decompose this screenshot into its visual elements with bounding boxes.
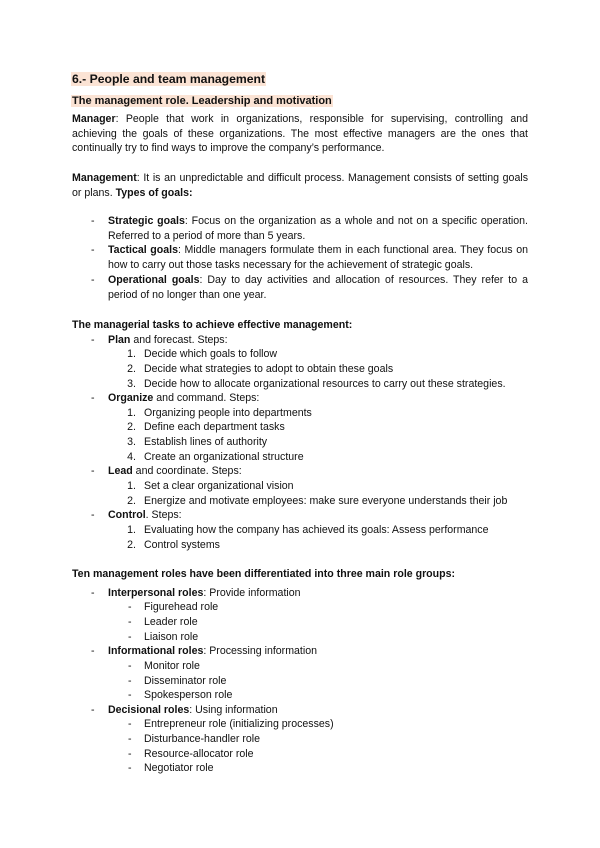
step-number: 3. xyxy=(127,378,136,390)
step-number: 1. xyxy=(127,348,136,360)
role-group-text: : Processing information xyxy=(203,645,317,657)
bullet-dash: - xyxy=(128,660,132,672)
manager-term: Manager xyxy=(72,113,116,125)
types-of-goals-label: Types of goals: xyxy=(115,186,193,199)
role-item: Monitor role xyxy=(144,660,200,672)
bullet-dash: - xyxy=(91,704,95,716)
bullet-dash: - xyxy=(91,334,95,346)
bullet-dash: - xyxy=(128,748,132,760)
task-step: Define each department tasks xyxy=(144,421,285,433)
role-group-term: Informational roles xyxy=(108,645,204,657)
task-step: Control systems xyxy=(144,539,220,551)
step-number: 4. xyxy=(127,451,136,463)
bullet-dash: - xyxy=(91,215,95,227)
subsection-title-wrap xyxy=(71,94,333,108)
bullet-dash: - xyxy=(91,274,95,286)
bullet-dash: - xyxy=(128,616,132,628)
role-item: Disturbance-handler role xyxy=(144,733,261,745)
bullet-dash: - xyxy=(91,645,95,657)
goal-term: Strategic goals xyxy=(108,215,185,227)
task-term: Lead xyxy=(108,465,133,477)
bullet-dash: - xyxy=(128,675,132,687)
role-group-interpersonal xyxy=(108,586,301,600)
management-paragraph xyxy=(72,171,528,200)
tasks-heading: The managerial tasks to achieve effective management: xyxy=(72,319,353,331)
goal-operational xyxy=(108,273,528,302)
task-organize xyxy=(108,391,259,405)
bullet-dash: - xyxy=(128,601,132,613)
bullet-dash: - xyxy=(128,718,132,730)
role-group-decisional xyxy=(108,703,278,717)
step-number: 2. xyxy=(127,495,136,507)
task-step: Decide what strategies to adopt to obtain these goals xyxy=(144,363,394,375)
task-step: Decide which goals to follow xyxy=(144,348,278,360)
management-text: : It is an unpredictable and difficult process. Management consists of setting goals or plans. xyxy=(72,172,528,199)
role-group-term: Interpersonal roles xyxy=(108,587,204,599)
task-step: Decide how to allocate organizational resources to carry out these strategies. xyxy=(144,378,506,390)
bullet-dash: - xyxy=(91,509,95,521)
bullet-dash: - xyxy=(91,244,95,256)
subsection-title: The management role. Leadership and motivation xyxy=(72,95,332,107)
role-group-text: : Using information xyxy=(189,704,278,716)
step-number: 1. xyxy=(127,407,136,419)
role-item: Negotiator role xyxy=(144,762,214,774)
task-text: and command. Steps: xyxy=(153,392,260,404)
goal-term: Tactical goals xyxy=(108,244,178,256)
step-number: 2. xyxy=(127,421,136,433)
task-step: Establish lines of authority xyxy=(144,436,268,448)
task-text: and forecast. Steps: xyxy=(130,334,228,346)
step-number: 1. xyxy=(127,524,136,536)
management-term: Management xyxy=(72,172,137,184)
task-step: Energize and motivate employees: make sure everyone understands their job xyxy=(144,495,508,507)
task-control xyxy=(108,508,182,522)
role-item: Liaison role xyxy=(144,631,199,643)
role-item: Entrepreneur role (initializing processes) xyxy=(144,718,334,730)
bullet-dash: - xyxy=(91,465,95,477)
step-number: 3. xyxy=(127,436,136,448)
goal-strategic xyxy=(108,214,528,243)
task-text: . Steps: xyxy=(145,509,182,521)
task-term: Organize xyxy=(108,392,154,404)
bullet-dash: - xyxy=(128,631,132,643)
role-group-informational xyxy=(108,644,317,658)
role-group-term: Decisional roles xyxy=(108,704,190,716)
task-term: Plan xyxy=(108,334,131,346)
task-plan xyxy=(108,333,228,347)
role-item: Resource-allocator role xyxy=(144,748,254,760)
goal-text: : Focus on the organization as a whole and not on a specific operation. Referred to a period of more than 5 years. xyxy=(108,215,528,242)
step-number: 2. xyxy=(127,539,136,551)
bullet-dash: - xyxy=(91,587,95,599)
manager-paragraph xyxy=(72,112,528,156)
task-step: Organizing people into departments xyxy=(144,407,312,419)
step-number: 2. xyxy=(127,363,136,375)
step-number: 1. xyxy=(127,480,136,492)
bullet-dash: - xyxy=(128,733,132,745)
goal-text: : Middle managers formulate them in each functional area. They focus on how to carry out those tasks necessary for the achievement of strategic goals. xyxy=(108,244,528,271)
role-item: Spokesperson role xyxy=(144,689,233,701)
task-lead xyxy=(108,464,242,478)
roles-heading: Ten management roles have been differentiated into three main role groups: xyxy=(72,568,456,580)
role-item: Disseminator role xyxy=(144,675,227,687)
manager-text: : People that work in organizations, responsible for supervising, controlling and achieving the goals of these organizations. The most effective managers are the ones that continually try to find ways to improve the company’s performance. xyxy=(72,113,528,154)
task-text: and coordinate. Steps: xyxy=(132,465,242,477)
task-term: Control xyxy=(108,509,146,521)
role-item: Figurehead role xyxy=(144,601,219,613)
goal-text: : Day to day activities and allocation of resources. They refer to a period of no longer than one year. xyxy=(108,274,528,301)
task-step: Create an organizational structure xyxy=(144,451,304,463)
bullet-dash: - xyxy=(128,762,132,774)
goal-tactical xyxy=(108,243,528,272)
section-title-wrap xyxy=(71,72,266,87)
goal-term: Operational goals xyxy=(108,274,200,286)
bullet-dash: - xyxy=(91,392,95,404)
bullet-dash: - xyxy=(128,689,132,701)
section-title: 6.- People and team management xyxy=(72,72,266,86)
role-group-text: : Provide information xyxy=(203,587,301,599)
role-item: Leader role xyxy=(144,616,198,628)
task-step: Set a clear organizational vision xyxy=(144,480,294,492)
task-step: Evaluating how the company has achieved its goals: Assess performance xyxy=(144,524,489,536)
